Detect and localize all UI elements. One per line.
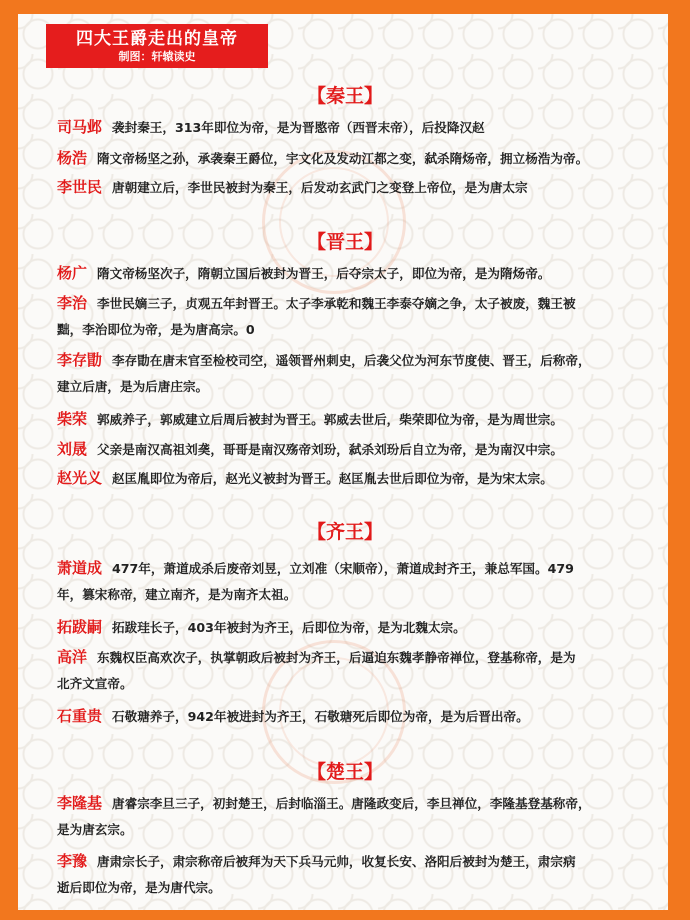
entry-row bbox=[57, 436, 647, 463]
entry-text: 唐睿宗李旦三子，初封楚王，后封临淄王。唐隆政变后，李旦禅位，李隆基登基称帝， bbox=[112, 796, 591, 811]
emperor-name: 赵光义 bbox=[57, 469, 103, 487]
section-heading-jin: 【晋王】 bbox=[306, 231, 383, 253]
entry-text: 隋文帝杨坚之孙，承袭秦王爵位，宇文化及发动江都之变，弑杀隋炀帝，拥立杨浩为帝。 bbox=[97, 151, 589, 166]
entry-text-cont: 是为唐玄宗。 bbox=[57, 822, 133, 837]
emperor-name: 司马邺 bbox=[57, 118, 103, 136]
entry-row bbox=[57, 555, 647, 608]
emperor-name: 杨浩 bbox=[57, 149, 88, 167]
entry-text: 李存勖在唐末官至检校司空，遥领晋州刺史，后袭父位为河东节度使、晋王，后称帝， bbox=[112, 353, 591, 368]
emperor-name: 柴荣 bbox=[57, 410, 88, 428]
entry-row bbox=[57, 114, 647, 141]
entry-text-cont: 年，篡宋称帝，建立南齐，是为南齐太祖。 bbox=[57, 587, 297, 602]
entry-text: 唐肃宗长子，肃宗称帝后被拜为天下兵马元帅，收复长安、洛阳后被封为楚王，肃宗病 bbox=[97, 854, 576, 869]
page-title: 四大王爵走出的皇帝 bbox=[76, 29, 238, 49]
entry-row bbox=[57, 406, 647, 433]
emperor-name: 刘晟 bbox=[57, 440, 88, 458]
entry-text: 唐朝建立后，李世民被封为秦王，后发动玄武门之变登上帝位，是为唐太宗 bbox=[112, 180, 528, 195]
entry-text-cont: 逝后即位为帝，是为唐代宗。 bbox=[57, 880, 221, 895]
entry-text: 隋文帝杨坚次子，隋朝立国后被封为晋王，后夺宗太子，即位为帝，是为隋炀帝。 bbox=[97, 266, 551, 281]
entry-text: 477年，萧道成杀后废帝刘昱，立刘准（宋顺帝），萧道成封齐王，兼总军国。479 bbox=[112, 561, 574, 576]
credit-line: 制图：轩辕读史 bbox=[118, 50, 196, 63]
entry-row bbox=[57, 145, 647, 172]
title-banner bbox=[46, 24, 268, 68]
emperor-name: 高洋 bbox=[57, 648, 88, 666]
entry-text-cont: 北齐文宣帝。 bbox=[57, 676, 133, 691]
emperor-name: 萧道成 bbox=[57, 559, 103, 577]
section-heading-chu: 【楚王】 bbox=[306, 761, 383, 783]
emperor-name: 杨广 bbox=[57, 264, 88, 282]
entry-row bbox=[57, 174, 647, 201]
entry-row bbox=[57, 790, 647, 843]
entry-row bbox=[57, 465, 647, 492]
entry-text: 拓跋珪长子，403年被封为齐王，后即位为帝，是为北魏太宗。 bbox=[112, 620, 466, 635]
entry-row bbox=[57, 703, 647, 730]
entry-text-cont: 建立后唐，是为后唐庄宗。 bbox=[57, 379, 209, 394]
entry-text: 父亲是南汉高祖刘䶮，哥哥是南汉殇帝刘玢，弑杀刘玢后自立为帝，是为南汉中宗。 bbox=[97, 442, 563, 457]
entry-row bbox=[57, 848, 647, 901]
section-heading-qin: 【秦王】 bbox=[306, 85, 383, 107]
entry-text-cont: 黜，李治即位为帝，是为唐高宗。0 bbox=[57, 322, 255, 337]
entry-text: 赵匡胤即位为帝后，赵光义被封为晋王。赵匡胤去世后即位为帝，是为宋太宗。 bbox=[112, 471, 553, 486]
entry-text: 袭封秦王，313年即位为帝，是为晋愍帝（西晋末帝），后投降汉赵 bbox=[112, 120, 485, 135]
emperor-name: 李隆基 bbox=[57, 794, 103, 812]
emperor-name: 李世民 bbox=[57, 178, 103, 196]
emperor-name: 李治 bbox=[57, 294, 88, 312]
emperor-name: 李豫 bbox=[57, 852, 88, 870]
emperor-name: 李存勖 bbox=[57, 351, 103, 369]
entry-text: 石敬瑭养子，942年被进封为齐王，石敬瑭死后即位为帝，是为后晋出帝。 bbox=[112, 709, 529, 724]
entry-text: 东魏权臣高欢次子，执掌朝政后被封为齐王，后逼迫东魏孝静帝禅位，登基称帝，是为 bbox=[97, 650, 576, 665]
entry-text: 李世民嫡三子，贞观五年封晋王。太子李承乾和魏王李泰夺嫡之争，太子被废，魏王被 bbox=[97, 296, 576, 311]
emperor-name: 拓跋嗣 bbox=[57, 618, 103, 636]
entry-text: 郭威养子，郭威建立后周后被封为晋王。郭威去世后，柴荣即位为帝，是为周世宗。 bbox=[97, 412, 563, 427]
entry-row bbox=[57, 614, 647, 641]
entry-row bbox=[57, 347, 647, 400]
entry-row bbox=[57, 260, 647, 287]
section-heading-qi: 【齐王】 bbox=[306, 521, 383, 543]
entry-row bbox=[57, 644, 647, 697]
entry-row bbox=[57, 290, 647, 343]
emperor-name: 石重贵 bbox=[57, 707, 103, 725]
